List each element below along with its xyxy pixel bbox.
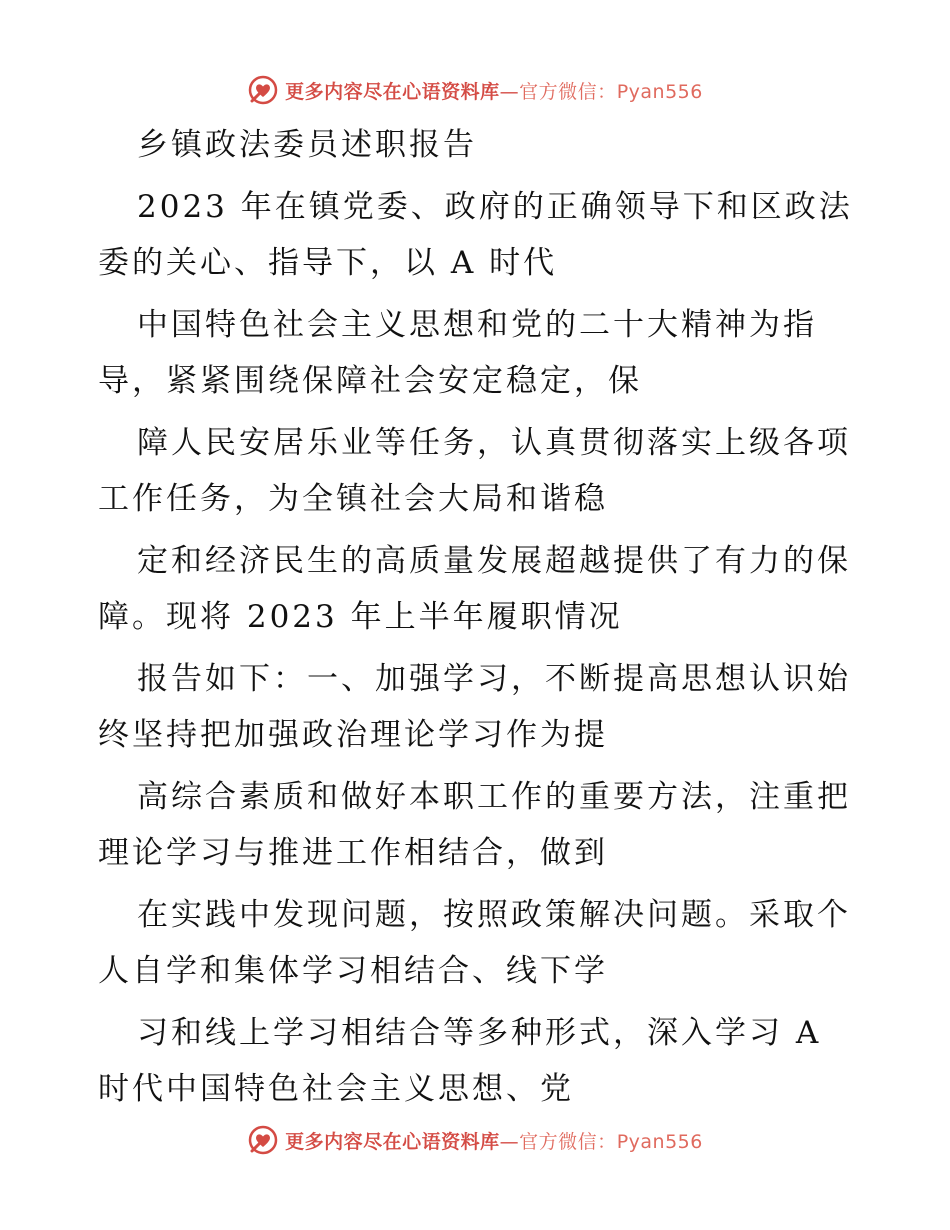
body-line: 时代中国特色社会主义思想、党	[98, 1071, 574, 1107]
banner-main-text: 更多内容尽在心语资料库	[285, 1130, 500, 1153]
heart-seal-logo-icon	[247, 1124, 279, 1156]
body-line: 委的关心、指导下，以 A 时代	[98, 245, 558, 281]
body-line: 习和线上学习相结合等多种形式，深入学习 A	[137, 1015, 822, 1051]
banner-handle: Pyan556	[616, 80, 703, 103]
header-banner-text	[285, 77, 703, 104]
heart-seal-logo-icon	[247, 74, 279, 106]
body-line: 工作任务，为全镇社会大局和谐稳	[98, 481, 608, 517]
footer-banner-text	[285, 1127, 703, 1154]
body-line: 报告如下：一、加强学习，不断提高思想认识始	[137, 661, 851, 697]
banner-dash: —	[499, 80, 520, 103]
banner-main-text: 更多内容尽在心语资料库	[285, 80, 500, 103]
body-line: 高综合素质和做好本职工作的重要方法，注重把	[137, 779, 851, 815]
body-line: 理论学习与推进工作相结合，做到	[98, 835, 608, 871]
header-banner	[0, 70, 950, 110]
footer-banner	[0, 1120, 950, 1160]
body-line: 中国特色社会主义思想和党的二十大精神为指	[137, 307, 817, 343]
body-line: 在实践中发现问题，按照政策解决问题。采取个	[137, 897, 851, 933]
document-title: 乡镇政法委员述职报告	[137, 127, 477, 163]
banner-label: 官方微信：	[519, 1130, 617, 1153]
banner-handle: Pyan556	[616, 1130, 703, 1153]
banner-dash: —	[499, 1130, 520, 1153]
banner-label: 官方微信：	[519, 80, 617, 103]
body-line: 障。现将 2023 年上半年履职情况	[98, 599, 623, 635]
body-line: 人自学和集体学习相结合、线下学	[98, 953, 608, 989]
body-line: 终坚持把加强政治理论学习作为提	[98, 717, 608, 753]
body-line: 导，紧紧围绕保障社会安定稳定，保	[98, 363, 642, 399]
body-line: 2023 年在镇党委、政府的正确领导下和区政法	[137, 189, 853, 225]
body-line: 定和经济民生的高质量发展超越提供了有力的保	[137, 543, 851, 579]
body-line: 障人民安居乐业等任务，认真贯彻落实上级各项	[137, 425, 851, 461]
